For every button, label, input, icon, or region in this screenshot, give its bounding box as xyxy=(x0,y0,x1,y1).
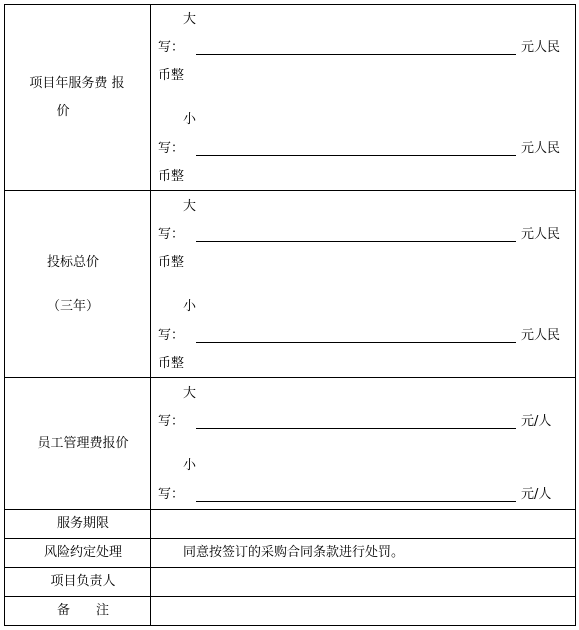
table-border-right xyxy=(575,4,576,626)
total-bid-upper-suffix: 元人民 xyxy=(521,227,561,242)
total-bid-upper-blank[interactable] xyxy=(196,241,516,242)
annual-fee-upper-tail: 币整 xyxy=(158,68,185,83)
annual-fee-label-line1: 项目年服务费 报 xyxy=(29,76,125,91)
total-bid-upper-tail: 币整 xyxy=(158,255,185,270)
row-divider xyxy=(4,509,576,510)
total-bid-upper-char: 大 xyxy=(183,199,197,214)
remarks-label: 备 注 xyxy=(56,603,109,618)
annual-fee-upper-blank[interactable] xyxy=(196,54,516,55)
row-divider xyxy=(4,596,576,597)
service-period-value[interactable] xyxy=(158,516,570,534)
annual-fee-upper-char: 大 xyxy=(183,12,197,27)
staff-fee-lower-char: 小 xyxy=(183,458,197,473)
row-divider xyxy=(4,190,576,191)
annual-fee-upper-suffix: 元人民 xyxy=(521,40,561,55)
table-border-bottom xyxy=(4,625,576,626)
annual-fee-label-line2: 价 xyxy=(56,104,70,119)
staff-fee-upper-suffix: 元/人 xyxy=(521,414,552,429)
row-divider xyxy=(4,567,576,568)
staff-fee-upper-prefix: 写： xyxy=(158,414,185,429)
annual-fee-lower-tail: 币整 xyxy=(158,169,185,184)
staff-fee-lower-prefix: 写： xyxy=(158,487,185,502)
staff-fee-lower-suffix: 元/人 xyxy=(521,487,552,502)
annual-fee-upper-prefix: 写： xyxy=(158,40,185,55)
service-period-label: 服务期限 xyxy=(56,516,109,531)
total-bid-lower-prefix: 写： xyxy=(158,328,185,343)
total-bid-lower-tail: 币整 xyxy=(158,356,185,371)
annual-fee-lower-suffix: 元人民 xyxy=(521,141,561,156)
total-bid-label-line1: 投标总价 xyxy=(46,255,99,270)
annual-fee-lower-prefix: 写： xyxy=(158,141,185,156)
risk-value: 同意按签订的采购合同条款进行处罚。 xyxy=(183,545,405,560)
risk-label: 风险约定处理 xyxy=(43,545,122,560)
project-manager-value[interactable] xyxy=(158,574,570,592)
total-bid-label-line2: （三年） xyxy=(46,299,99,314)
total-bid-upper-prefix: 写： xyxy=(158,227,185,242)
staff-fee-upper-char: 大 xyxy=(183,386,197,401)
table-border-top xyxy=(4,4,576,5)
row-divider xyxy=(4,538,576,539)
total-bid-lower-suffix: 元人民 xyxy=(521,328,561,343)
remarks-value[interactable] xyxy=(158,603,570,621)
staff-fee-upper-blank[interactable] xyxy=(196,428,516,429)
total-bid-lower-char: 小 xyxy=(183,299,197,314)
row-divider xyxy=(4,377,576,378)
staff-fee-lower-blank[interactable] xyxy=(196,501,516,502)
total-bid-lower-blank[interactable] xyxy=(196,342,516,343)
annual-fee-lower-char: 小 xyxy=(183,112,197,127)
staff-fee-label: 员工管理费报价 xyxy=(37,436,129,451)
project-manager-label: 项目负责人 xyxy=(50,574,116,589)
annual-fee-lower-blank[interactable] xyxy=(196,155,516,156)
